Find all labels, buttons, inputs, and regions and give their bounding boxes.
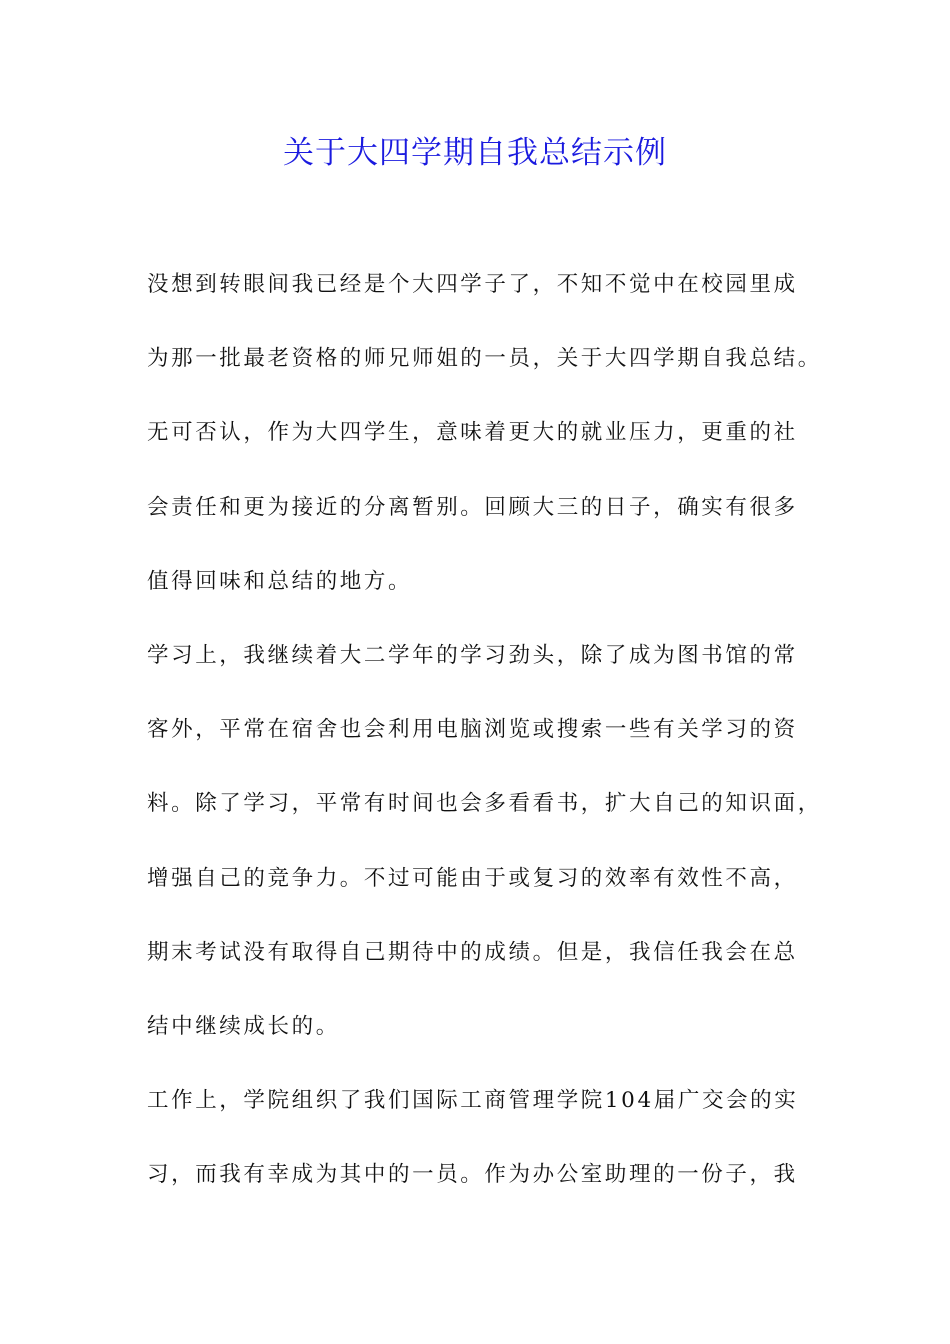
body-line: 会责任和更为接近的分离暂别。回顾大三的日子，确实有很多	[147, 494, 798, 520]
body-line: 为那一批最老资格的师兄师姐的一员，关于大四学期自我总结。	[147, 346, 822, 372]
body-line: 学习上，我继续着大二学年的学习劲头，除了成为图书馆的常	[147, 642, 798, 668]
body-line: 客外，平常在宿舍也会利用电脑浏览或搜索一些有关学习的资	[147, 717, 798, 743]
body-line: 期末考试没有取得自己期待中的成绩。但是，我信任我会在总	[147, 939, 798, 965]
body-line: 结中继续成长的。	[147, 1013, 340, 1039]
body-line: 值得回味和总结的地方。	[147, 568, 413, 594]
body-line: 无可否认，作为大四学生，意味着更大的就业压力，更重的社	[147, 420, 798, 446]
body-line: 料。除了学习，平常有时间也会多看看书，扩大自己的知识面，	[147, 791, 822, 817]
document-title: 关于大四学期自我总结示例	[283, 135, 667, 171]
body-line: 工作上，学院组织了我们国际工商管理学院104届广交会的实	[147, 1088, 799, 1114]
body-line: 习，而我有幸成为其中的一员。作为办公室助理的一份子，我	[147, 1162, 798, 1188]
body-line: 增强自己的竞争力。不过可能由于或复习的效率有效性不高，	[147, 865, 798, 891]
body-line: 没想到转眼间我已经是个大四学子了，不知不觉中在校园里成	[147, 272, 798, 297]
document-body	[147, 258, 827, 1222]
